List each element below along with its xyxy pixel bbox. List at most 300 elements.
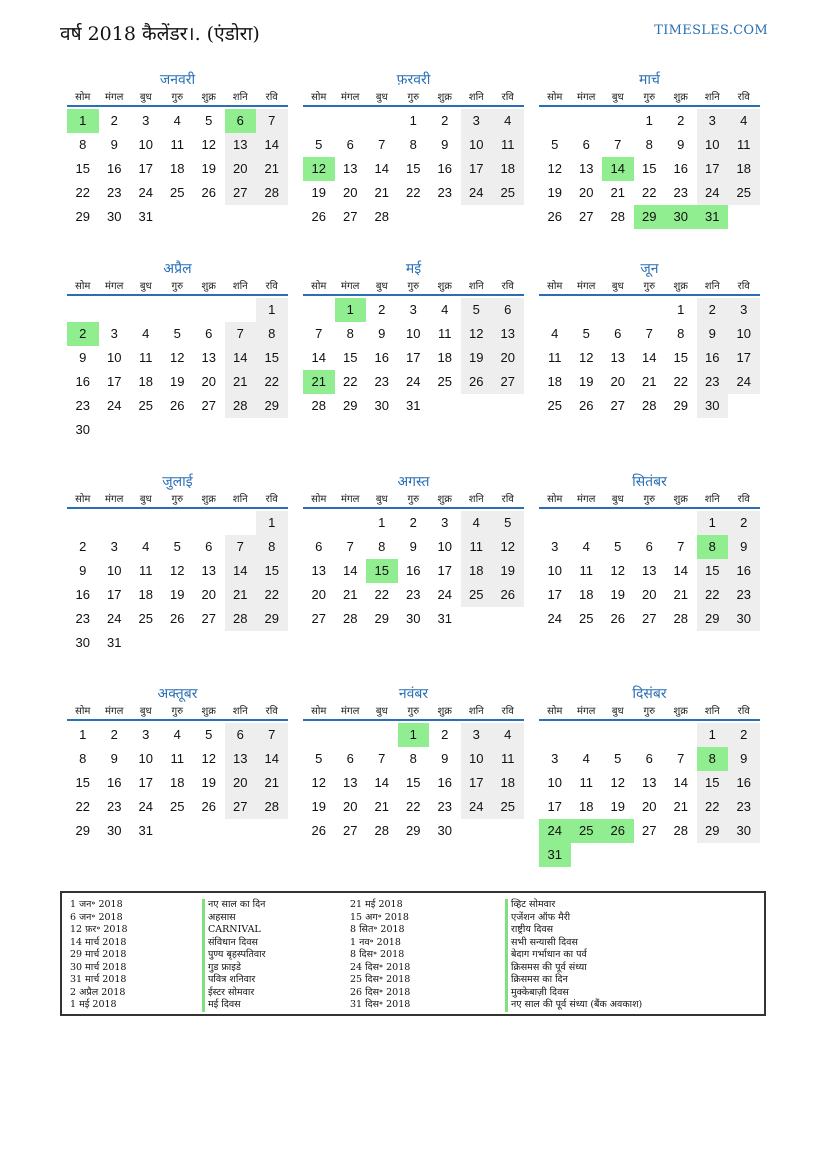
day-cell: 20 bbox=[579, 185, 594, 200]
weekday-label: रवि bbox=[265, 92, 278, 103]
day-cell: 16 bbox=[728, 771, 760, 795]
weekday-label: मंगल bbox=[105, 494, 124, 505]
day-cell: 3 bbox=[728, 298, 760, 322]
weekday-label: शुक्र bbox=[673, 706, 688, 717]
day-cell: 22 bbox=[673, 374, 688, 389]
day-cell: 19 bbox=[170, 587, 185, 602]
weekday-label: गुरु bbox=[171, 92, 184, 103]
day-cell: 5 bbox=[205, 113, 213, 128]
weekday-header bbox=[539, 492, 760, 509]
empty-cell bbox=[602, 109, 634, 133]
day-cell: 9 bbox=[728, 747, 760, 771]
weekday-label: शुक्र bbox=[201, 281, 216, 292]
day-cell: 24 bbox=[728, 370, 760, 394]
weekday-label: बुध bbox=[139, 92, 152, 103]
empty-cell bbox=[602, 723, 634, 747]
day-cell: 3 bbox=[110, 326, 118, 341]
weekday-header bbox=[539, 279, 760, 296]
day-cell: 3 bbox=[441, 515, 449, 530]
day-cell: 19 bbox=[201, 775, 216, 790]
day-cell: 25 bbox=[547, 398, 562, 413]
day-cell: 12 bbox=[311, 775, 326, 790]
day-cell: 15 bbox=[75, 161, 90, 176]
day-cell: 7 bbox=[256, 109, 288, 133]
day-cell: 22 bbox=[697, 583, 729, 607]
day-cell: 18 bbox=[579, 587, 594, 602]
month-calendar bbox=[303, 259, 524, 418]
day-cell: 9 bbox=[697, 322, 729, 346]
day-cell: 5 bbox=[461, 298, 493, 322]
legend-holiday-name: सभी सन्यासी दिवस bbox=[505, 937, 642, 950]
day-cell: 28 bbox=[225, 607, 257, 631]
day-cell: 30 bbox=[75, 422, 90, 437]
day-cell: 1 bbox=[697, 511, 729, 535]
day-cell: 16 bbox=[437, 775, 452, 790]
day-cell: 3 bbox=[697, 109, 729, 133]
day-cell: 25 bbox=[170, 185, 185, 200]
legend-dates-left bbox=[70, 899, 128, 1012]
day-cell: 20 bbox=[642, 799, 657, 814]
holiday-day-cell: 8 bbox=[697, 535, 729, 559]
day-grid bbox=[67, 298, 288, 442]
day-cell: 19 bbox=[311, 799, 326, 814]
month-calendar bbox=[303, 472, 524, 631]
day-cell: 20 bbox=[492, 346, 524, 370]
day-cell: 12 bbox=[170, 563, 185, 578]
day-cell: 1 bbox=[79, 727, 87, 742]
holiday-day-cell: 6 bbox=[225, 109, 257, 133]
empty-cell bbox=[571, 109, 603, 133]
empty-cell bbox=[539, 298, 571, 322]
holiday-day-cell: 2 bbox=[67, 322, 99, 346]
day-cell: 5 bbox=[315, 751, 323, 766]
day-cell: 23 bbox=[374, 374, 389, 389]
day-cell: 23 bbox=[107, 799, 122, 814]
day-cell: 21 bbox=[256, 771, 288, 795]
weekday-label: शनि bbox=[232, 706, 248, 717]
weekday-label: मंगल bbox=[341, 281, 360, 292]
weekday-label: मंगल bbox=[577, 281, 596, 292]
day-cell: 20 bbox=[201, 374, 216, 389]
day-cell: 6 bbox=[346, 137, 354, 152]
legend-holiday-name: अहसास bbox=[202, 912, 266, 925]
day-cell: 5 bbox=[614, 751, 622, 766]
legend-names-right bbox=[505, 899, 642, 1012]
holiday-legend bbox=[60, 891, 766, 1016]
day-cell: 7 bbox=[614, 137, 622, 152]
day-cell: 3 bbox=[409, 302, 417, 317]
day-cell: 3 bbox=[461, 109, 493, 133]
day-cell: 22 bbox=[256, 370, 288, 394]
day-cell: 17 bbox=[138, 775, 153, 790]
legend-date: 24 दिस॰ 2018 bbox=[350, 961, 411, 973]
empty-cell bbox=[539, 109, 571, 133]
day-cell: 26 bbox=[311, 209, 326, 224]
day-cell: 29 bbox=[75, 823, 90, 838]
day-cell: 15 bbox=[697, 559, 729, 583]
weekday-label: शुक्र bbox=[437, 706, 452, 717]
day-cell: 21 bbox=[256, 157, 288, 181]
day-cell: 5 bbox=[173, 539, 181, 554]
legend-date: 8 दिस॰ 2018 bbox=[350, 949, 405, 960]
weekday-header bbox=[303, 492, 524, 509]
month-name: जुलाई bbox=[162, 474, 193, 490]
day-cell: 13 bbox=[201, 350, 216, 365]
day-cell: 8 bbox=[79, 751, 87, 766]
day-cell: 2 bbox=[677, 113, 685, 128]
weekday-label: सोम bbox=[547, 281, 563, 292]
day-cell: 10 bbox=[697, 133, 729, 157]
day-cell: 7 bbox=[225, 535, 257, 559]
day-cell: 4 bbox=[461, 511, 493, 535]
day-grid bbox=[303, 298, 524, 418]
day-cell: 28 bbox=[673, 611, 688, 626]
day-cell: 15 bbox=[406, 161, 421, 176]
day-grid bbox=[67, 723, 288, 843]
weekday-label: शुक्र bbox=[437, 92, 452, 103]
legend-date: 31 मार्च 2018 bbox=[70, 974, 127, 985]
day-cell: 10 bbox=[437, 539, 452, 554]
day-cell: 24 bbox=[461, 181, 493, 205]
day-cell: 9 bbox=[677, 137, 685, 152]
day-cell: 18 bbox=[138, 587, 153, 602]
day-cell: 24 bbox=[547, 611, 562, 626]
day-cell: 27 bbox=[311, 611, 326, 626]
day-cell: 20 bbox=[610, 374, 625, 389]
weekday-label: सोम bbox=[547, 706, 563, 717]
day-cell: 11 bbox=[579, 775, 593, 790]
day-cell: 4 bbox=[142, 326, 150, 341]
weekday-label: सोम bbox=[311, 706, 327, 717]
day-cell: 30 bbox=[374, 398, 389, 413]
day-cell: 4 bbox=[492, 723, 524, 747]
day-cell: 26 bbox=[311, 823, 326, 838]
day-cell: 13 bbox=[343, 775, 358, 790]
day-cell: 8 bbox=[79, 137, 87, 152]
day-cell: 18 bbox=[138, 374, 153, 389]
day-cell: 15 bbox=[406, 775, 421, 790]
day-cell: 11 bbox=[139, 563, 153, 578]
weekday-label: रवि bbox=[265, 281, 278, 292]
day-cell: 23 bbox=[728, 795, 760, 819]
legend-holiday-name: पुण्य बृहस्पतिवार bbox=[202, 949, 266, 962]
day-cell: 18 bbox=[461, 559, 493, 583]
day-cell: 24 bbox=[138, 799, 153, 814]
weekday-label: सोम bbox=[547, 494, 563, 505]
day-cell: 18 bbox=[437, 350, 452, 365]
day-cell: 3 bbox=[142, 727, 150, 742]
day-cell: 9 bbox=[441, 751, 449, 766]
month-name: जून bbox=[640, 261, 659, 277]
holiday-day-cell: 8 bbox=[697, 747, 729, 771]
empty-cell bbox=[99, 511, 131, 535]
weekday-label: मंगल bbox=[577, 92, 596, 103]
empty-cell bbox=[130, 511, 162, 535]
day-cell: 8 bbox=[346, 326, 354, 341]
weekday-label: शनि bbox=[704, 281, 720, 292]
day-cell: 22 bbox=[406, 799, 421, 814]
day-cell: 8 bbox=[256, 535, 288, 559]
weekday-label: शुक्र bbox=[673, 494, 688, 505]
site-link[interactable]: TIMESLES.COM bbox=[654, 23, 768, 38]
day-cell: 12 bbox=[610, 775, 625, 790]
day-cell: 4 bbox=[173, 113, 181, 128]
day-cell: 30 bbox=[728, 819, 760, 843]
day-cell: 27 bbox=[343, 823, 358, 838]
weekday-label: मंगल bbox=[341, 92, 360, 103]
day-grid bbox=[539, 298, 760, 418]
day-cell: 19 bbox=[311, 185, 326, 200]
day-cell: 10 bbox=[406, 326, 421, 341]
day-cell: 28 bbox=[673, 823, 688, 838]
day-cell: 16 bbox=[673, 161, 688, 176]
day-cell: 29 bbox=[343, 398, 358, 413]
empty-cell bbox=[225, 298, 257, 322]
legend-holiday-name: नए साल की पूर्व संध्या (बैंक अवकाश) bbox=[505, 999, 642, 1012]
day-cell: 16 bbox=[437, 161, 452, 176]
day-cell: 26 bbox=[579, 398, 594, 413]
day-cell: 10 bbox=[138, 751, 153, 766]
day-cell: 21 bbox=[374, 799, 389, 814]
day-grid bbox=[303, 723, 524, 843]
day-cell: 1 bbox=[409, 113, 417, 128]
day-cell: 4 bbox=[728, 109, 760, 133]
day-cell: 25 bbox=[138, 611, 153, 626]
day-cell: 1 bbox=[645, 113, 653, 128]
month-calendar bbox=[303, 70, 524, 229]
weekday-label: बुध bbox=[375, 494, 388, 505]
day-cell: 11 bbox=[170, 137, 184, 152]
weekday-label: शनि bbox=[704, 706, 720, 717]
day-cell: 29 bbox=[406, 823, 421, 838]
day-cell: 14 bbox=[374, 775, 389, 790]
day-cell: 14 bbox=[311, 350, 326, 365]
weekday-label: शुक्र bbox=[437, 281, 452, 292]
day-cell: 19 bbox=[610, 587, 625, 602]
day-cell: 24 bbox=[461, 795, 493, 819]
day-cell: 10 bbox=[547, 563, 562, 578]
day-cell: 17 bbox=[547, 587, 562, 602]
day-cell: 14 bbox=[642, 350, 657, 365]
weekday-label: सोम bbox=[311, 494, 327, 505]
day-cell: 30 bbox=[75, 635, 90, 650]
weekday-label: शनि bbox=[468, 494, 484, 505]
day-cell: 14 bbox=[225, 559, 257, 583]
day-cell: 12 bbox=[492, 535, 524, 559]
day-cell: 25 bbox=[170, 799, 185, 814]
empty-cell bbox=[571, 511, 603, 535]
weekday-label: मंगल bbox=[577, 706, 596, 717]
month-calendar bbox=[539, 70, 760, 229]
day-cell: 4 bbox=[173, 727, 181, 742]
day-cell: 18 bbox=[547, 374, 562, 389]
weekday-label: रवि bbox=[737, 92, 750, 103]
day-cell: 26 bbox=[170, 611, 185, 626]
day-cell: 30 bbox=[107, 823, 122, 838]
weekday-label: सोम bbox=[547, 92, 563, 103]
day-cell: 10 bbox=[461, 747, 493, 771]
day-cell: 7 bbox=[346, 539, 354, 554]
day-cell: 6 bbox=[205, 326, 213, 341]
legend-holiday-name: CARNIVAL bbox=[202, 924, 266, 937]
weekday-label: मंगल bbox=[341, 494, 360, 505]
day-cell: 21 bbox=[673, 799, 688, 814]
day-cell: 20 bbox=[225, 771, 257, 795]
holiday-day-cell: 31 bbox=[697, 205, 729, 229]
day-cell: 1 bbox=[378, 515, 386, 530]
legend-holiday-name: नए साल का दिन bbox=[202, 899, 266, 912]
empty-cell bbox=[571, 723, 603, 747]
day-cell: 21 bbox=[343, 587, 358, 602]
day-cell: 3 bbox=[142, 113, 150, 128]
day-cell: 2 bbox=[697, 298, 729, 322]
day-cell: 19 bbox=[461, 346, 493, 370]
weekday-label: रवि bbox=[737, 281, 750, 292]
weekday-label: रवि bbox=[501, 494, 514, 505]
day-cell: 6 bbox=[582, 137, 590, 152]
day-cell: 10 bbox=[107, 563, 122, 578]
day-cell: 8 bbox=[645, 137, 653, 152]
legend-date: 2 अप्रैल 2018 bbox=[70, 986, 126, 998]
day-cell: 8 bbox=[409, 751, 417, 766]
day-cell: 28 bbox=[374, 209, 389, 224]
empty-cell bbox=[539, 723, 571, 747]
empty-cell bbox=[539, 511, 571, 535]
day-cell: 14 bbox=[256, 747, 288, 771]
empty-cell bbox=[366, 109, 398, 133]
day-cell: 24 bbox=[437, 587, 452, 602]
weekday-label: गुरु bbox=[407, 281, 420, 292]
day-cell: 4 bbox=[492, 109, 524, 133]
day-cell: 27 bbox=[201, 611, 216, 626]
day-cell: 11 bbox=[492, 747, 524, 771]
weekday-label: शुक्र bbox=[673, 281, 688, 292]
weekday-label: गुरु bbox=[643, 92, 656, 103]
empty-cell bbox=[602, 298, 634, 322]
day-cell: 22 bbox=[642, 185, 657, 200]
day-cell: 17 bbox=[437, 563, 452, 578]
day-cell: 13 bbox=[225, 133, 257, 157]
page-title: वर्ष 2018 कैलेंडर।. (एंडोरा) bbox=[60, 23, 260, 45]
day-cell: 6 bbox=[205, 539, 213, 554]
day-cell: 25 bbox=[728, 181, 760, 205]
weekday-label: शनि bbox=[232, 281, 248, 292]
day-cell: 1 bbox=[677, 302, 685, 317]
day-cell: 14 bbox=[374, 161, 389, 176]
day-cell: 9 bbox=[79, 350, 87, 365]
holiday-day-cell: 21 bbox=[303, 370, 335, 394]
legend-date: 12 फ़र॰ 2018 bbox=[70, 924, 128, 935]
month-calendar bbox=[539, 259, 760, 418]
day-grid bbox=[67, 109, 288, 229]
holiday-day-cell: 29 bbox=[634, 205, 666, 229]
day-cell: 3 bbox=[551, 539, 559, 554]
legend-date: 1 नव॰ 2018 bbox=[350, 936, 401, 948]
legend-date: 30 मार्च 2018 bbox=[70, 961, 127, 973]
day-cell: 17 bbox=[697, 157, 729, 181]
day-cell: 5 bbox=[205, 727, 213, 742]
weekday-label: बुध bbox=[375, 281, 388, 292]
month-name: अगस्त bbox=[397, 474, 430, 490]
legend-holiday-name: पवित्र शनिवार bbox=[202, 974, 266, 987]
legend-holiday-name: संविधान दिवस bbox=[202, 937, 266, 950]
weekday-label: बुध bbox=[611, 494, 624, 505]
day-cell: 25 bbox=[579, 611, 594, 626]
day-grid bbox=[303, 511, 524, 631]
weekday-label: शनि bbox=[232, 92, 248, 103]
weekday-label: सोम bbox=[75, 281, 91, 292]
empty-cell bbox=[366, 723, 398, 747]
empty-cell bbox=[665, 511, 697, 535]
day-cell: 28 bbox=[256, 181, 288, 205]
day-cell: 13 bbox=[492, 322, 524, 346]
day-cell: 3 bbox=[461, 723, 493, 747]
day-cell: 23 bbox=[697, 370, 729, 394]
day-cell: 3 bbox=[551, 751, 559, 766]
day-cell: 30 bbox=[107, 209, 122, 224]
day-cell: 22 bbox=[75, 185, 90, 200]
month-name: मई bbox=[405, 261, 422, 277]
weekday-label: शुक्र bbox=[673, 92, 688, 103]
day-cell: 5 bbox=[614, 539, 622, 554]
day-cell: 25 bbox=[461, 583, 493, 607]
day-cell: 17 bbox=[138, 161, 153, 176]
day-cell: 21 bbox=[225, 583, 257, 607]
day-grid bbox=[539, 723, 760, 867]
day-cell: 4 bbox=[551, 326, 559, 341]
day-cell: 23 bbox=[75, 611, 90, 626]
weekday-label: सोम bbox=[75, 92, 91, 103]
empty-cell bbox=[335, 511, 367, 535]
month-calendar bbox=[539, 684, 760, 867]
day-cell: 28 bbox=[311, 398, 326, 413]
day-grid bbox=[539, 511, 760, 631]
day-cell: 16 bbox=[75, 374, 90, 389]
weekday-label: शुक्र bbox=[201, 706, 216, 717]
weekday-label: सोम bbox=[311, 281, 327, 292]
day-cell: 13 bbox=[225, 747, 257, 771]
day-cell: 6 bbox=[225, 723, 257, 747]
day-cell: 29 bbox=[374, 611, 389, 626]
day-cell: 28 bbox=[610, 209, 625, 224]
empty-cell bbox=[303, 298, 335, 322]
legend-dates-right bbox=[350, 899, 410, 1012]
day-cell: 2 bbox=[378, 302, 386, 317]
month-name: अप्रैल bbox=[163, 261, 192, 277]
weekday-label: रवि bbox=[265, 494, 278, 505]
day-cell: 1 bbox=[256, 298, 288, 322]
empty-cell bbox=[303, 511, 335, 535]
weekday-label: शनि bbox=[704, 92, 720, 103]
day-cell: 15 bbox=[256, 559, 288, 583]
day-cell: 2 bbox=[441, 113, 449, 128]
day-cell: 22 bbox=[75, 799, 90, 814]
day-cell: 1 bbox=[697, 723, 729, 747]
day-cell: 11 bbox=[728, 133, 760, 157]
day-cell: 8 bbox=[677, 326, 685, 341]
day-cell: 12 bbox=[170, 350, 185, 365]
weekday-header bbox=[539, 704, 760, 721]
day-cell: 23 bbox=[406, 587, 421, 602]
day-cell: 29 bbox=[256, 607, 288, 631]
legend-date: 8 सित॰ 2018 bbox=[350, 924, 405, 935]
day-cell: 28 bbox=[343, 611, 358, 626]
empty-cell bbox=[602, 511, 634, 535]
weekday-label: रवि bbox=[737, 494, 750, 505]
day-cell: 5 bbox=[492, 511, 524, 535]
empty-cell bbox=[162, 298, 194, 322]
empty-cell bbox=[571, 298, 603, 322]
